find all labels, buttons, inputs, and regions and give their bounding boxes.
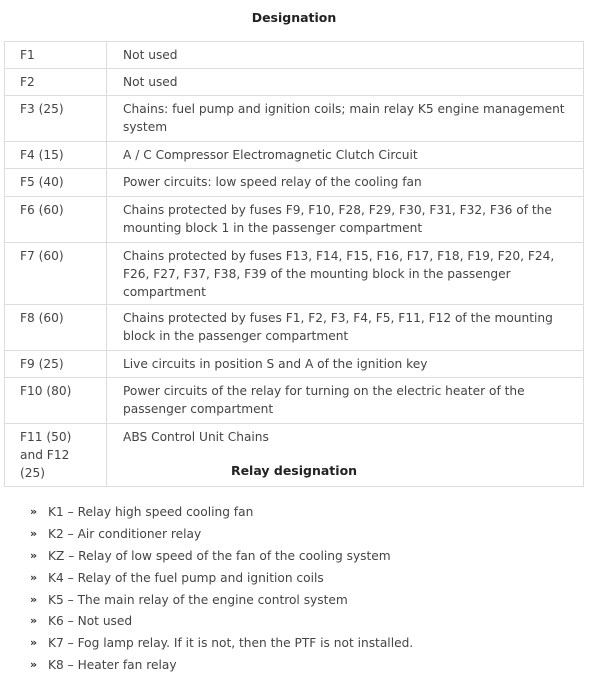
fuse-id-cell: F5 (40) [5, 169, 107, 197]
double-chevron-right-icon: » [30, 505, 38, 518]
table-row [5, 96, 584, 142]
table-row [5, 42, 584, 69]
table-row [5, 351, 584, 378]
list-item [30, 569, 413, 591]
relay-section-title: Relay designation [230, 463, 358, 478]
fuse-description-cell: Power circuits: low speed relay of the cooling fan [107, 169, 584, 197]
fuse-description-cell: ABS Control Unit Chains [107, 424, 584, 487]
fuse-table [4, 41, 584, 487]
double-chevron-right-icon: » [30, 592, 38, 606]
fuse-description-cell: Not used [107, 69, 584, 96]
double-chevron-right-icon: » [30, 636, 38, 650]
fuse-id-cell: F10 (80) [5, 378, 107, 424]
fuse-description-cell: Chains: fuel pump and ignition coils; main relay K5 engine management system [107, 96, 584, 142]
double-chevron-right-icon: » [30, 526, 38, 540]
fuse-description-cell: Chains protected by fuses F1, F2, F3, F4, F5, F11, F12 of the mounting block in the passenger compartment [107, 305, 584, 351]
fuse-id-cell: F3 (25) [5, 96, 107, 142]
double-chevron-right-icon: » [30, 658, 38, 672]
relay-item-text: K8 – Heater fan relay [48, 658, 177, 673]
fuse-id-cell: F4 (15) [5, 142, 107, 169]
fuse-description-cell: A / C Compressor Electromagnetic Clutch Circuit [107, 142, 584, 169]
fuse-id-cell: F2 [5, 69, 107, 96]
fuse-id-cell: F1 [5, 42, 107, 69]
table-row [5, 378, 584, 424]
relay-item-text: K4 – Relay of the fuel pump and ignition coils [48, 570, 324, 585]
list-item [30, 525, 413, 547]
double-chevron-right-icon: » [30, 614, 38, 628]
list-item [30, 591, 413, 613]
relay-list [0, 503, 413, 678]
relay-item-text: K6 – Not used [48, 614, 133, 629]
fuse-description-cell: Chains protected by fuses F13, F14, F15, F16, F17, F18, F19, F20, F24, F26, F27, F37, F38, F39 of the mounting block in the passenger compartment [107, 243, 584, 305]
list-item [30, 634, 413, 656]
fuse-id-cell: F7 (60) [5, 243, 107, 305]
relay-item-text: K2 – Air conditioner relay [48, 526, 202, 541]
fuse-id-cell: F6 (60) [5, 197, 107, 243]
table-row [5, 69, 584, 96]
fuse-id-cell: F8 (60) [5, 305, 107, 351]
fuse-description-cell: Power circuits of the relay for turning on the electric heater of the passenger compartment [107, 378, 584, 424]
list-item [30, 547, 413, 569]
list-item [30, 612, 413, 634]
table-row [5, 197, 584, 243]
relay-item-text: K5 – The main relay of the engine control system [48, 592, 348, 607]
double-chevron-right-icon: » [30, 548, 38, 562]
list-item [30, 503, 413, 525]
table-row [5, 142, 584, 169]
double-chevron-right-icon: » [30, 570, 38, 584]
fuse-description-cell: Not used [107, 42, 584, 69]
fuse-description-cell: Chains protected by fuses F9, F10, F28, F29, F30, F31, F32, F36 of the mounting block 1 in the passenger compartment [107, 197, 584, 243]
relay-item-text: K1 – Relay high speed cooling fan [48, 505, 254, 519]
fuse-id-cell: F9 (25) [5, 351, 107, 378]
fuse-description-cell: Live circuits in position S and A of the ignition key [107, 351, 584, 378]
table-row [5, 305, 584, 351]
relay-item-text: KZ – Relay of low speed of the fan of the cooling system [48, 548, 391, 563]
relay-item-text: K7 – Fog lamp relay. If it is not, then the PTF is not installed. [48, 636, 414, 651]
list-item [30, 656, 413, 678]
fuse-section-title: Designation [251, 10, 337, 25]
table-row [5, 169, 584, 197]
fuse-id-cell: F11 (50) and F12 (25) [5, 424, 107, 487]
table-row [5, 243, 584, 305]
